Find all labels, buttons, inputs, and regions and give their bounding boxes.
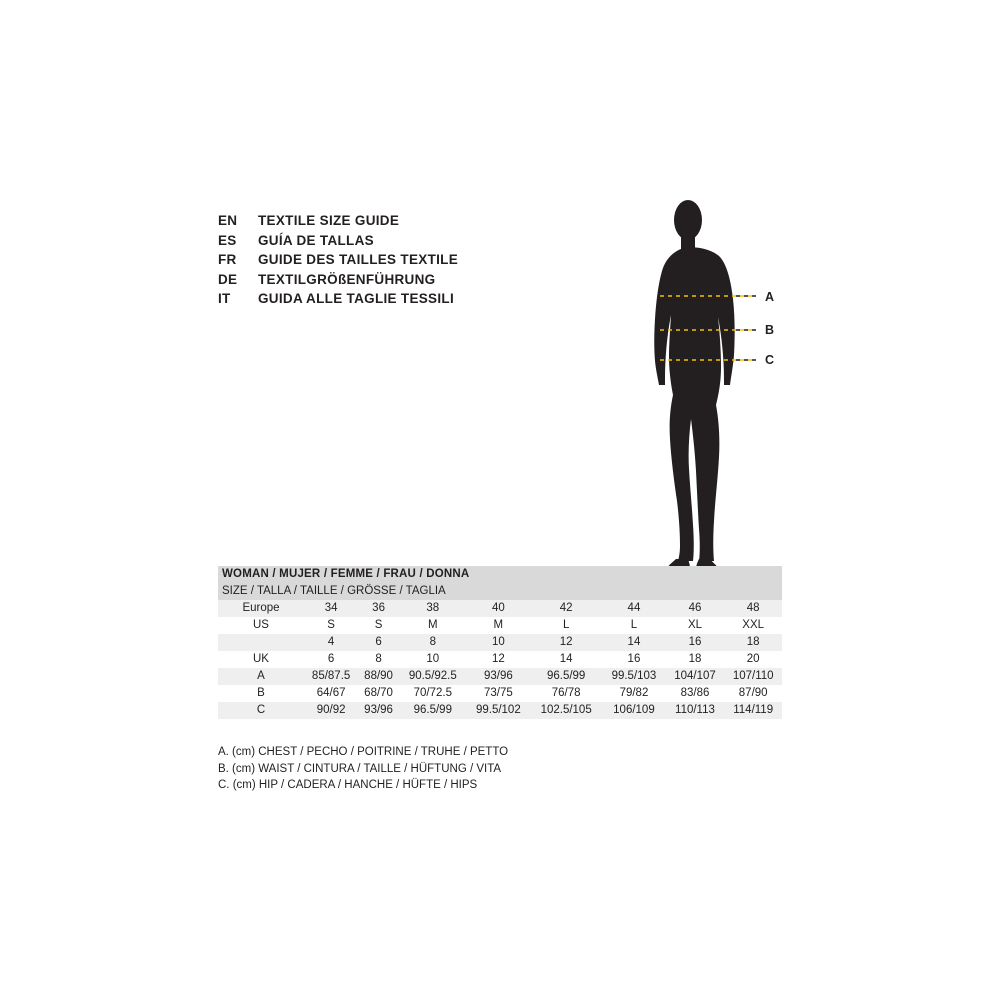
cell: 48 xyxy=(724,600,782,617)
table-row xyxy=(218,600,782,617)
title-text-en: TEXTILE SIZE GUIDE xyxy=(258,213,400,228)
cell: 46 xyxy=(666,600,725,617)
cell: XXL xyxy=(724,617,782,634)
table-band-sub: SIZE / TALLA / TAILLE / GRÖSSE / TAGLIA xyxy=(218,583,782,600)
table-row xyxy=(218,685,782,702)
cell: M xyxy=(399,617,467,634)
cell: 8 xyxy=(358,651,399,668)
measure-label-c: C xyxy=(765,353,775,367)
measure-label-a: A xyxy=(765,290,775,304)
cell: 90.5/92.5 xyxy=(399,668,467,685)
cell: 10 xyxy=(467,634,530,651)
table-band-title: WOMAN / MUJER / FEMME / FRAU / DONNA xyxy=(218,566,782,583)
title-lang-en: EN xyxy=(218,213,238,228)
cell: 4 xyxy=(304,634,358,651)
table-row xyxy=(218,668,782,685)
cell: 79/82 xyxy=(602,685,665,702)
cell: M xyxy=(467,617,530,634)
cell: XL xyxy=(666,617,725,634)
cell: 40 xyxy=(467,600,530,617)
table-row xyxy=(218,617,782,634)
cell: 12 xyxy=(530,634,602,651)
cell: 107/110 xyxy=(724,668,782,685)
title-row-it xyxy=(218,291,548,311)
measure-label-b: B xyxy=(765,323,775,337)
cell: 8 xyxy=(399,634,467,651)
cell: 87/90 xyxy=(724,685,782,702)
cell: 90/92 xyxy=(304,702,358,719)
cell: 73/75 xyxy=(467,685,530,702)
cell: 44 xyxy=(602,600,665,617)
cell: 76/78 xyxy=(530,685,602,702)
cell: 114/119 xyxy=(724,702,782,719)
cell: 18 xyxy=(724,634,782,651)
title-row-es xyxy=(218,233,548,253)
table-band-title-row xyxy=(218,566,782,583)
title-row-de xyxy=(218,272,548,292)
table-row xyxy=(218,702,782,719)
cell: L xyxy=(530,617,602,634)
title-lang-fr: FR xyxy=(218,252,237,267)
silhouette-shape xyxy=(654,200,734,573)
cell: 14 xyxy=(602,634,665,651)
row-label: Europe xyxy=(218,600,304,617)
cell: 10 xyxy=(399,651,467,668)
cell: 96.5/99 xyxy=(530,668,602,685)
row-label: US xyxy=(218,617,304,634)
cell: 6 xyxy=(304,651,358,668)
legend-line-c: C. (cm) HIP / CADERA / HANCHE / HÜFTE / HIPS xyxy=(218,779,478,791)
title-text-fr: GUIDE DES TAILLES TEXTILE xyxy=(258,252,459,267)
legend-line-b: B. (cm) WAIST / CINTURA / TAILLE / HÜFTUNG / VITA xyxy=(218,762,502,775)
cell: 64/67 xyxy=(304,685,358,702)
cell: 83/86 xyxy=(666,685,725,702)
cell: 93/96 xyxy=(467,668,530,685)
title-lang-it: IT xyxy=(218,291,231,306)
size-table-container xyxy=(218,566,782,719)
title-lang-de: DE xyxy=(218,271,238,287)
cell: 96.5/99 xyxy=(399,702,467,719)
title-lang-es: ES xyxy=(218,232,237,248)
measurement-legend xyxy=(218,744,738,794)
title-text-es: GUÍA DE TALLAS xyxy=(258,232,374,248)
cell: 14 xyxy=(530,651,602,668)
row-label: B xyxy=(218,685,304,702)
cell: 102.5/105 xyxy=(530,702,602,719)
title-block xyxy=(218,213,548,311)
title-row-en xyxy=(218,213,548,233)
title-row-fr xyxy=(218,252,548,272)
cell: 93/96 xyxy=(358,702,399,719)
cell: 99.5/103 xyxy=(602,668,665,685)
cell: 106/109 xyxy=(602,702,665,719)
cell: S xyxy=(358,617,399,634)
cell: 18 xyxy=(666,651,725,668)
cell: 34 xyxy=(304,600,358,617)
cell: 20 xyxy=(724,651,782,668)
title-text-de: TEXTILGRÖßENFÜHRUNG xyxy=(258,271,436,287)
title-text-it: GUIDA ALLE TAGLIE TESSILI xyxy=(258,291,454,306)
row-label: C xyxy=(218,702,304,719)
measure-leaders xyxy=(736,296,758,360)
cell: L xyxy=(602,617,665,634)
cell: 42 xyxy=(530,600,602,617)
cell: 12 xyxy=(467,651,530,668)
table-row xyxy=(218,651,782,668)
cell: 16 xyxy=(602,651,665,668)
cell: 16 xyxy=(666,634,725,651)
cell: 99.5/102 xyxy=(467,702,530,719)
size-table xyxy=(218,566,782,719)
cell: S xyxy=(304,617,358,634)
row-label xyxy=(218,634,304,651)
cell: 104/107 xyxy=(666,668,725,685)
table-band-sub-row xyxy=(218,583,782,600)
legend-line-a: A. (cm) CHEST / PECHO / POITRINE / TRUHE / PETTO xyxy=(218,746,509,758)
female-silhouette-figure xyxy=(640,195,790,585)
table-row xyxy=(218,634,782,651)
cell: 36 xyxy=(358,600,399,617)
cell: 6 xyxy=(358,634,399,651)
cell: 38 xyxy=(399,600,467,617)
cell: 68/70 xyxy=(358,685,399,702)
cell: 85/87.5 xyxy=(304,668,358,685)
row-label: A xyxy=(218,668,304,685)
cell: 110/113 xyxy=(666,702,725,719)
row-label: UK xyxy=(218,651,304,668)
cell: 70/72.5 xyxy=(399,685,467,702)
cell: 88/90 xyxy=(358,668,399,685)
